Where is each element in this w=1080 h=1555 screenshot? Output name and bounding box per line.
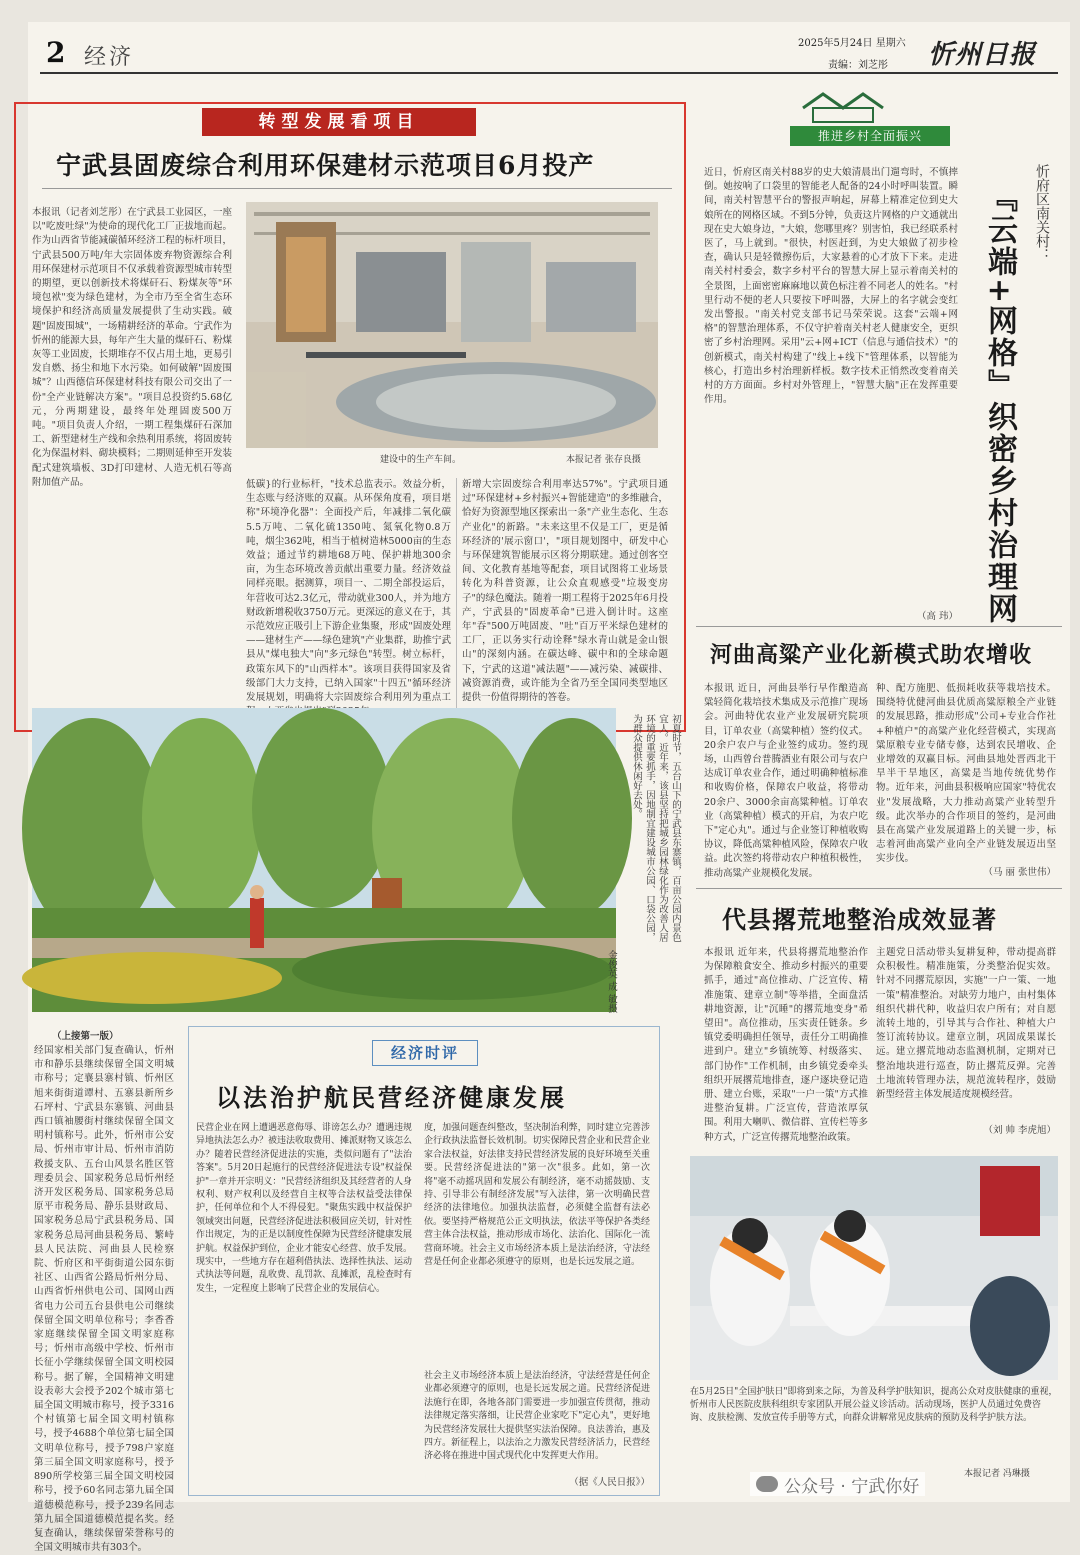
- newspaper-page: [28, 22, 1070, 1554]
- watermark: [750, 1472, 925, 1496]
- clinic-photo: [690, 1156, 1058, 1380]
- kicker-text: 转型发展看项目: [258, 112, 420, 132]
- hequ-col2: 种、配方施肥、低损耗收获等栽培技术。围绕特优健河曲县优质高粱原粮全产业链的发展思路，推动形成"公司+专业合作社+种植户"的高粱产业化经营模式，实现高粱原粮专业专储专修，达到农民增收、企业增效的双赢目标。河曲县地处晋西北干旱半干旱地区，高粱是当地传统优势作物。近年来，河曲县积极响应国家"特优农业"发展战略，大力推动高粱产业转型升级。此次举办的合作项目的签约，是河曲县在高粱产业发展道路上的关键一步，标志着河曲高粱产业向全产业链发展迈出坚实步伐。: [876, 683, 1056, 865]
- daixian-col1: 本报讯 近年来，代县将撂荒地整治作为保障粮食安全、推动乡村振兴的重要抓手，通过"高位推动、广泛宣传、精准施策、建章立制"等举措，全面盘活耕地资源，让"沉睡"的撂荒地变身"希望田"。高位推动，压实责任链条。乡镇党委明确担任领导，责任分工明确推进到户。建立"乡镇统筹、村级落实、部门协作"工作机制，由乡镇党委牵头组织开展撂荒地排查，逐户逐块登记造册、建立台账，采取"一户一策"方式推进整治复耕。广泛宣传，营造浓厚氛围。利用大喇叭、微信群、宣传栏等多种方式，广泛宣传撂荒地整治政策。: [704, 947, 868, 1143]
- village-icon: [798, 88, 888, 128]
- clinic-credit: 本报记者 冯琳摄: [964, 1469, 1030, 1479]
- commentary-kicker-text: 经济时评: [390, 1044, 459, 1062]
- daixian-top-rule: [696, 888, 1062, 889]
- hequ-byline: （马 丽 张世伟）: [983, 867, 1056, 878]
- park-illustration: [32, 708, 616, 1012]
- side-kicker: [790, 126, 950, 146]
- side-vertical-subtitle: 忻府区南关村：: [1034, 164, 1050, 262]
- daixian-col2: 主题党日活动带头复耕复种，带动提高群众积极性。精准施策，分类整治促实效。针对不同撂荒原因，实施"一户一策、一地一策"精准整治。对缺劳力地户，由村集体组织代耕代种，收益归农户所有；对自愿流转土地的，引导其与合作社、种植大户签订流转协议。建章立制，巩固成果谋长远。建立撂荒地动态监测机制，定期对已整治地块进行巡查，防止撂荒反弹。完善土地流转管理办法，规范流转程序，鼓励新型经营主体发展适度规模经营。: [876, 947, 1056, 1101]
- main-headline: 宁武县固废综合利用环保建材示范项目6月投产: [56, 151, 595, 180]
- hequ-col1: 本报讯 近日，河曲县举行早作酿造高粱轻简化栽培技术集成及示范推广现场会。河曲特优农业产业发展研究院项目，订单农业（高粱种植）签约仪式。20余户农户与企业签约成功。签约现场，山西曾台普腾酒业有限公司与农户达成订单农业合作，通过明确种植标准和收购价格，保障农户收益，将带动20余户、3000余亩高粱种植。订单农业（高粱种植）模式的开启，为农户吃下"定心丸"。通过与企业签订种植收购协议，降低高粱种植风险，保障农户收益。此次签约将带动农户种植积极性，推动高粱产业规模化发展。: [704, 683, 868, 879]
- paper-logo: 忻州日报: [928, 40, 1037, 70]
- masthead-rule: [40, 72, 1058, 74]
- commentary-col3: 社会主义市场经济本质上是法治经济，守法经营是任何企业都必须遵守的原则，也是长远发展之道。民营经济促进法施行在即，各地各部门需要进一步加强宣传贯彻，推动法律规定落实落细，让民营企业家吃下"定心丸"，更好地为民营经济发展壮大提供坚实法治保障。良法善治，惠及四方。新征程上，以法治之力激发民营经济活力，民营经济必将在推进中国式现代化中发挥更大作用。: [424, 1371, 650, 1462]
- main-article-col4: 新增大宗固废综合利用率达57%"。宁武项目通过"环保建材+乡村振兴+智能建造"的多维融合，恰好为资源型地区探索出一条"产业生态化、生态产业化"的新路。"未来这里不仅是工厂，更是循环经济的'展示窗口'，"项目规划图中，研发中心与环保建筑智能展示区将分期联建。通过创客空间、文化教育基地等配套，项目试图将工业场景转化为科普资源，让公众直观感受"垃圾变房子"的绿色魔法。随着一期工程将于2025年6月投产，宁武县的"固废革命"已进入倒计时。这座年"吞"500万吨固废、"吐"百万平米绿色建材的工厂，正以务实行动诠释"绿水青山就是金山银山"的深刻内涵。在碳达峰、碳中和的全球命题下，宁武的这道"减法题"——减污染、减碳排、减资源消费，或许能为全省乃至全国同类型地区提供一份值得期待的答卷。: [462, 479, 668, 704]
- commentary-col2: 度，加强问题查纠整改，坚决制治利弊，同时建立完善涉企行政执法监督长效机制。切实保障民营企业和民营企业家合法权益，好法律支持民营经济发展的良好环境至关重要。民营经济促进法的"第一次"很多。此如，第一次将"毫不动摇巩固和发展公有制经济，毫不动摇鼓励、支持、引导非公有制经济发展"写入法律，第一次明确民营经济的法律地位。加强执法监督，必须健全监督有法必依。要坚持严格规范公正文明执法，依法平等保护各类经营主体合法权益，推动形成市场化、法治化、国际化一流营商环境。社会主义市场经济本质上是法治经济，守法经营是任何企业都必须遵守的原则，也是长远发展之道。: [424, 1123, 650, 1268]
- wechat-icon: [756, 1476, 778, 1492]
- factory-illustration: [246, 202, 658, 448]
- hequ-headline: 河曲高粱产业化新模式助农增收: [710, 642, 1033, 668]
- village-house-icon: [798, 88, 888, 128]
- side-article-byline: （高 玮）: [916, 611, 958, 622]
- section-name: 经济: [84, 45, 135, 70]
- continued-body: 经国家相关部门复查确认，忻州市和静乐县继续保留全国文明城市称号；定襄县寨村镇、忻州区旭来街街道谭村、五寨县新所乡石坪村、宁武县东寨镇、河曲县西口镇袖腰街村继续保留全国文明村镇称号。此外，忻州市公安局、忻州市审计局、忻州市消防救援支队、五台山风景名胜区管理委员会、国家税务总局忻州经济开发区税务局、国家税务总局原平市税务局、静乐县财政局、国家税务总局宁武县税务局、国家税务总局河曲县税务局、繁峙县人民法院、河曲县人民检察院、忻府区和平街街道公园东街社区、山西省公路局忻州分局、山西省忻州供电公司、国网山西省电力公司五台县供电公司继续保留全国文明单位称号；李香香家庭继续保留全国文明家庭称号；忻州市高级中学校、忻州市长征小学继续保留全国文明校园称号。据了解，全国精神文明建设表彰大会授予202个城市第七届全国文明城市称号，授予3316个村镇第七届全国文明村镇称号，授予4688个单位第七届全国文明单位称号，授予798户家庭第三届全国文明家庭称号，授予890所学校第三届全国文明校园称号，授予60名同志第九届全国道德模范称号，授予239名同志第九届全国道德模范提名奖。经复查确认，继续保留荣誉称号的全国文明城市共有303个。: [34, 1045, 174, 1554]
- daixian-byline: （刘 帅 李虎旭）: [983, 1125, 1056, 1136]
- commentary-byline: （据《人民日报》）: [569, 1477, 650, 1488]
- main-col-divider: [456, 478, 457, 718]
- factory-photo-credit: 本报记者 张存良摄: [566, 455, 641, 465]
- commentary-kicker: [372, 1040, 478, 1066]
- factory-photo: [246, 202, 658, 448]
- main-article-col3: 低碳}的行业标杆，"技术总监表示。效益分析，生态账与经济账的双赢。从环保角度看，项目堪称"环境净化器"：全面投产后，年减排二氧化碳5.5万吨、二氧化硫1350吨、氮氧化物0.8万吨，烟尘362吨，相当于植树造林5000亩的生态效益；通过节约耕地68万吨、保护耕地300余亩，为生态环境改善贡献出重要力量。经济效益同样亮眼。据测算，项目一、二期全部投运后，年营收可达2.3亿元，带动就业300人，并为地方财政新增税收3750万元。更深远的意义在于，其示范效应正吸引上下游企业集聚，形成"固废处理——建材生产——绿色建筑"产业集群，助推宁武县从"煤电独大"向"多元绿色"转型。树立标杆，政策东风下的"山西样本"。该项目获得国家及省级部门大力支持，已纳入国家"十四五"循环经济发展规划，明确将大宗固废综合利用列为重点工: [246, 479, 451, 704]
- kicker-banner: [202, 108, 476, 136]
- factory-photo-caption: 建设中的生产车间。: [380, 455, 462, 465]
- commentary-col1: 民营企业在网上遭遇恶意侮辱、诽谤怎么办？遭遇违规异地执法怎么办？被违法收取费用、摊派财物又该怎么办？随着民营经济促进法的实施，类似问题有了"法治答案"。5月20日起施行的民营经济促进法专设"权益保护"一章并开宗明义："民营经济组织及其经营者的人身权利、财产权利以及经营自主权等合法权益受法律保护，任何单位和个人不得侵犯。"聚焦实践中权益保护领域突出问题，民营经济促进法积极回应关切，针对性作出规定，为的正是以制度性保障为民营经济健康发展护航。权益保护到位，企业才能安心经营、放手发展。现实中，一些地方存在超利借执法、选择性执法、运动式执法等问题，乱收费、乱罚款、乱摊派，乱检查时有发生，一定程度上影响了民营企业的发展信心。: [196, 1123, 413, 1294]
- commentary-headline: 以法治护航民营经济健康发展: [216, 1083, 567, 1112]
- page-number: 2: [46, 36, 66, 69]
- clinic-caption: 在5月25日"全国护肤日"即将到来之际，为普及科学护肤知识，提高公众对皮肤健康的重视，忻州市人民医院皮肤科组织专家团队开展公益义诊活动。活动现场，医护人员通过免费咨询、皮肤检测、发放宣传手册等方式，向群众讲解常见皮肤病的预防及科学护肤方法。: [690, 1387, 1058, 1423]
- side-vertical-title: 『云端+网格』织密乡村治理网: [982, 182, 1017, 626]
- park-photo: [32, 708, 616, 1012]
- headline-rule: [42, 188, 672, 189]
- side-article-body: 近日，忻府区南关村88岁的史大娘清晨出门遛弯时，不慎摔倒。她按响了口袋里的智能老人配备的24小时呼叫装置。瞬间，南关村智慧平台的警报声响起，屏幕上精准定位到史大娘所在的网格区域。不到5分钟，负责这片网格的户文通就出现在史大娘身边，"大娘，您哪里疼？别害怕，我已经联系村医了，马上就到。"很快，村医赶到，为史大娘做了初步检查，确认只是轻微擦伤后，大家悬着的心才放下下来。走进南关村村委会，数字乡村平台的智慧大屏上显示着南关村的全景图，上面密密麻麻地以黄色标注着不同老人的姓名。"村里行动不便的老人只要按下呼叫器，大屏上的名字就会变红发出警报。"南关村党支部书记马荣荣说。这套"云端+网格"的智慧治理体系，不仅守护着南关村老人健康安全，更织密了乡村治理网。采用"云+网+ICT（信息与通信技术）"的创新模式，南关村构建了"线上+线下"管理体系，以智能为核心，打造出乡村治理新样板。数字技术正悄然改变着南关村的方方面面。乡村对外管理上，"智慧大脑"正在发挥重要作用。: [704, 167, 958, 406]
- issue-date: 2025年5月24日 星期六: [798, 38, 906, 49]
- park-caption-vertical: 初夏时节，五台山下的宁武县东寨镇，百亩公园内景色宜人。近年来，该县坚持把城乡园林绿化作为改善人居环境的重要抓手，因地制宜建设城市公园、口袋公园，为群众提供休闲好去处。: [631, 714, 681, 942]
- editor-credit: 责编：刘芝彤: [828, 60, 888, 71]
- clinic-illustration: [690, 1156, 1058, 1380]
- main-article-col1: 本报讯（记者刘芝彤）在宁武县工业园区，一座以"吃废吐绿"为使命的现代化工厂正拔地而起。作为山西省节能减碳循环经济工程的标杆项目，宁武县500万吨/年大宗固体废弃物资源综合利用环保建材示范项目不仅承载着资源型城市转型的期望，更以创新技术将煤矸石、粉煤灰等"环境包袱"变为绿色建材，为全市乃至全省生态环境保护和经济高质量发展提供了生动实践。破题"固废围城"，一场精耕经济的革命。宁武作为忻州的能源大县，每年产生大量的煤矸石、粉煤灰等工业固废，长期堆存不仅占用土地，更易引发自燃、扬尘和地下水污染。如何破解"固废围城"？山西德信环保建材科技有限公司交出了一份"全产业链解决方案"。"项目总投资约5.68亿元，分两期建设，最终年处理固废500万吨。"项目负责人介绍，一期工程集煤矸石深加工、新型建材生产线和余热利用系统，将固废转化为保温材料、砌块模料；二期则延伸至开发装配式建筑墙板、3D打印建材、人造无机石等高附加值产品。: [32, 207, 232, 488]
- daixian-headline: 代县撂荒地整治成效显著: [722, 905, 997, 934]
- side-kicker-text: 推进乡村全面振兴: [817, 129, 922, 143]
- park-photo-credit: 金俊英 成 敏摄: [606, 950, 617, 1014]
- watermark-text: 公众号 · 宁武你好: [784, 1476, 920, 1497]
- continued-label: （上接第一版）: [52, 1031, 119, 1042]
- hequ-top-rule: [696, 626, 1062, 627]
